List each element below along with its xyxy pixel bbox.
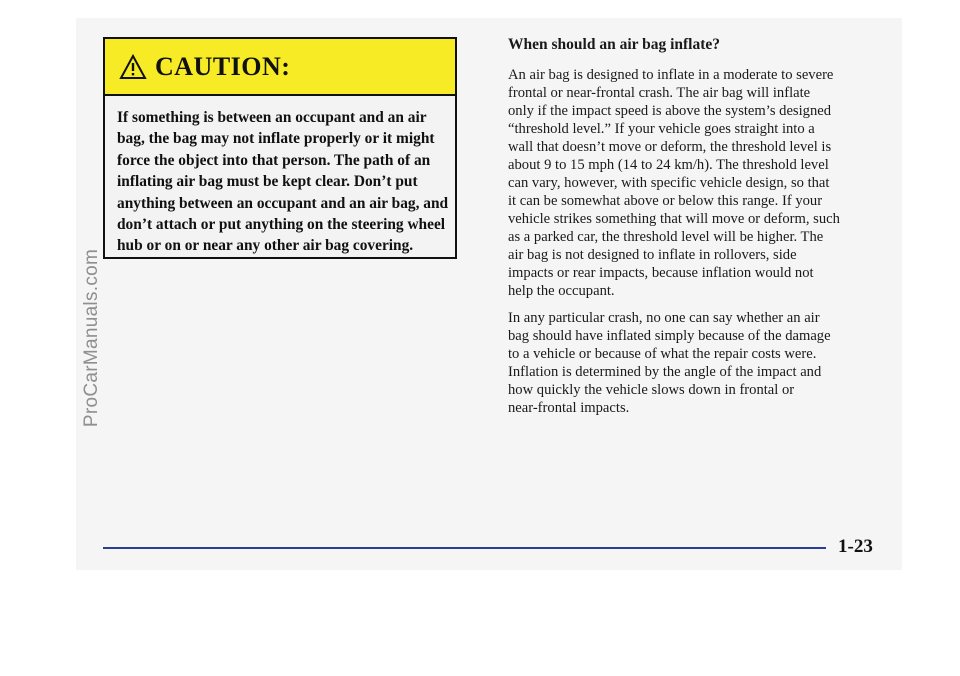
watermark: ProCarManuals.com [81,248,102,428]
paragraph-line: An air bag is designed to inflate in a moderate to severe [508,67,834,83]
caution-header [105,39,455,96]
caution-title: CAUTION: [155,51,291,81]
paragraph-line: frontal or near-frontal crash. The air bag will inflate [508,85,811,101]
caution-line: bag, the bag may not inflate properly or it might [117,130,435,148]
paragraph-line: vehicle strikes something that will move or deform, such [508,211,840,227]
paragraph-line: help the occupant. [508,283,615,299]
paragraph-line: impacts or rear impacts, because inflation would not [508,265,814,281]
paragraph-line: “threshold level.” If your vehicle goes straight into a [508,121,815,137]
footer-rule [103,547,826,549]
paragraph-line: about 9 to 15 mph (14 to 24 km/h). The threshold level [508,157,829,173]
caution-line: don’t attach or put anything on the steering wheel [117,216,446,234]
paragraph-line: to a vehicle or because of what the repair costs were. [508,346,817,362]
caution-line: force the object into that person. The path of an [117,151,431,169]
caution-line: hub or on or near any other air bag covering. [117,237,414,255]
paragraph-line: bag should have inflated simply because of the damage [508,328,831,344]
paragraph-line: only if the impact speed is above the system’s designed [508,103,832,119]
caution-line: anything between an occupant and an air bag, and [117,194,449,212]
paragraph-line: how quickly the vehicle slows down in frontal or [508,382,795,398]
paragraph-line: wall that doesn’t move or deform, the threshold level is [508,139,832,155]
caution-box [103,37,457,259]
caution-line: inflating air bag must be kept clear. Don’t put [117,173,418,191]
paragraph-line: In any particular crash, no one can say whether an air [508,310,820,326]
warning-triangle-icon [119,54,147,80]
paragraph-line: Inflation is determined by the angle of the impact and [508,364,822,380]
paragraph-line: air bag is not designed to inflate in rollovers, side [508,247,797,263]
paragraph-1 [508,66,888,300]
paragraph-line: it can be somewhat above or below this range. If your [508,193,823,209]
section-heading: When should an air bag inflate? [508,36,721,53]
right-column [508,35,888,426]
caution-body [117,107,453,257]
paragraph-line: as a parked car, the threshold level will be higher. The [508,229,824,245]
paragraph-2 [508,309,888,417]
paragraph-line: near-frontal impacts. [508,400,630,416]
paragraph-line: can vary, however, with specific vehicle design, so that [508,175,830,191]
page-number: 1-23 [838,536,873,557]
caution-line: If something is between an occupant and an air [117,109,427,126]
